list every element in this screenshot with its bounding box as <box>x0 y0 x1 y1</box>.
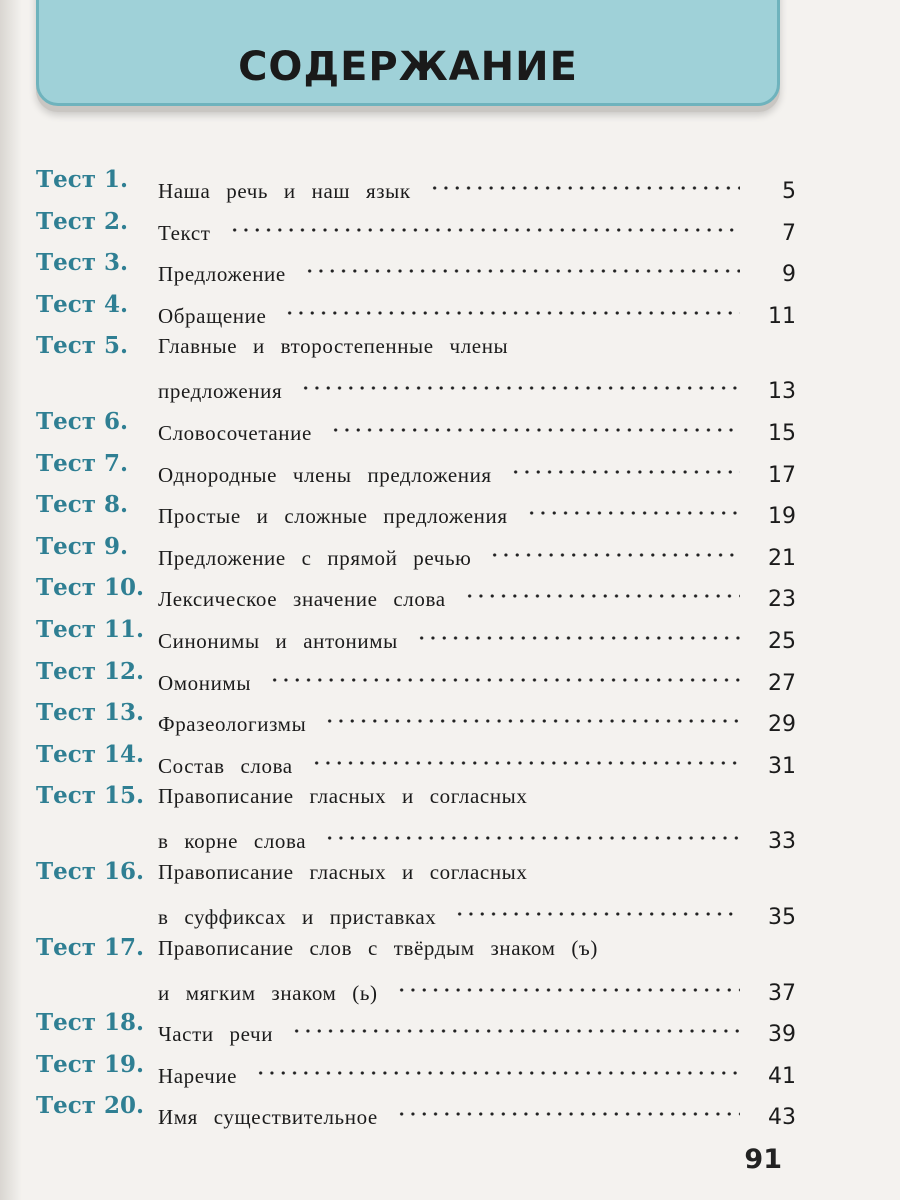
dot-leader <box>396 964 740 1000</box>
toc-entry <box>36 287 796 329</box>
entry-title: Части речи <box>158 1022 274 1047</box>
test-label: Тест 15. <box>36 782 145 810</box>
entry-title: Имя существительное <box>158 1105 378 1130</box>
test-label: Тест 11. <box>36 615 145 643</box>
entry-page-number: 37 <box>768 980 796 1006</box>
test-label: Тест 16. <box>36 857 145 885</box>
entry-page-number: 13 <box>768 379 796 405</box>
entry-title: Омонимы <box>158 670 252 695</box>
entry-title: предложения <box>158 379 283 404</box>
toc-entry <box>36 695 796 738</box>
dot-leader <box>416 612 740 648</box>
test-label: Тест 10. <box>36 574 145 602</box>
entry-page-number: 35 <box>768 904 796 930</box>
entry-title: Состав слова <box>158 753 293 778</box>
entry-title: Правописание гласных и согласных <box>158 859 528 884</box>
entry-title: Однородные члены предложения <box>158 462 492 487</box>
entry-page-number: 41 <box>768 1063 796 1089</box>
dot-leader <box>464 570 740 606</box>
entry-title: Обращение <box>158 303 267 328</box>
test-label: Тест 8. <box>36 491 129 519</box>
toc-entry <box>36 162 796 204</box>
dot-leader <box>526 487 740 523</box>
dot-leader <box>300 362 740 398</box>
dot-leader <box>489 529 740 565</box>
dot-leader <box>330 404 740 440</box>
dot-leader <box>284 287 740 323</box>
test-label: Тест 20. <box>36 1092 145 1120</box>
entry-page-number: 7 <box>782 220 796 246</box>
test-label: Тест 6. <box>36 407 129 435</box>
dot-leader <box>304 245 740 281</box>
entry-title: Предложение <box>158 262 286 287</box>
entry-title: Правописание слов с твёрдым знаком (ъ) <box>158 935 598 960</box>
entry-page-number: 19 <box>768 504 796 530</box>
entry-page-number: 21 <box>768 545 796 571</box>
test-label: Тест 2. <box>36 207 129 235</box>
dot-leader <box>255 1047 740 1083</box>
dot-leader <box>324 812 740 848</box>
test-label: Тест 13. <box>36 699 145 727</box>
test-label: Тест 1. <box>36 166 129 193</box>
entry-title: Правописание гласных и согласных <box>158 784 528 809</box>
entry-page-number: 43 <box>768 1105 796 1131</box>
entry-title: Словосочетание <box>158 420 312 445</box>
dot-leader <box>454 888 740 924</box>
entry-page-number: 5 <box>782 179 796 204</box>
toc-entry <box>36 1005 796 1048</box>
dot-leader <box>429 162 740 198</box>
entry-page-number: 31 <box>768 753 796 779</box>
toc-entry <box>36 737 796 779</box>
toc-entry <box>36 612 796 654</box>
toc-entry <box>36 654 796 696</box>
toc-entry <box>36 930 796 1006</box>
entry-title: Наша речь и наш язык <box>158 179 411 203</box>
entry-page-number: 27 <box>768 670 796 696</box>
toc-entry <box>36 854 796 930</box>
entry-page-number: 39 <box>768 1022 796 1048</box>
toc-entry <box>36 245 796 288</box>
entry-page-number: 17 <box>768 462 796 488</box>
entry-title: Главные и второстепенные члены <box>158 334 509 359</box>
toc-entry <box>36 328 796 405</box>
entry-title: в суффиксах и приставках <box>158 904 437 929</box>
entry-title: Фразеологизмы <box>158 712 307 737</box>
dot-leader <box>396 1088 740 1124</box>
page-title: СОДЕРЖАНИЕ <box>238 44 578 90</box>
toc-entry <box>36 404 796 446</box>
entry-page-number: 29 <box>768 712 796 738</box>
dot-leader <box>324 695 740 731</box>
entry-title: Предложение с прямой речью <box>158 545 472 570</box>
test-label: Тест 18. <box>36 1009 145 1037</box>
table-of-contents <box>36 162 796 1131</box>
page-edge-shadow <box>0 0 22 1200</box>
test-label: Тест 19. <box>36 1050 145 1078</box>
entry-title: в корне слова <box>158 829 307 854</box>
toc-entry <box>36 529 796 571</box>
test-label: Тест 14. <box>36 740 145 768</box>
entry-page-number: 15 <box>768 420 796 446</box>
test-label: Тест 5. <box>36 332 129 360</box>
entry-title: Простые и сложные предложения <box>158 504 508 529</box>
toc-entry <box>36 570 796 613</box>
page-number: 91 <box>744 1144 782 1175</box>
entry-page-number: 23 <box>768 587 796 613</box>
test-label: Тест 7. <box>36 449 129 477</box>
dot-leader <box>311 737 740 773</box>
toc-entry <box>36 1047 796 1089</box>
test-label: Тест 4. <box>36 290 129 318</box>
dot-leader <box>291 1005 740 1041</box>
entry-page-number: 33 <box>768 829 796 855</box>
toc-entry <box>36 1088 796 1131</box>
entry-page-number: 11 <box>768 303 796 329</box>
test-label: Тест 9. <box>36 532 129 560</box>
entry-title: и мягким знаком (ь) <box>158 980 378 1005</box>
entry-page-number: 25 <box>768 628 796 654</box>
toc-entry <box>36 204 796 246</box>
test-label: Тест 17. <box>36 933 145 961</box>
entry-title: Текст <box>158 220 211 245</box>
test-label: Тест 3. <box>36 249 129 277</box>
entry-title: Наречие <box>158 1063 238 1088</box>
dot-leader <box>510 446 740 482</box>
toc-entry <box>36 487 796 530</box>
entry-title: Синонимы и антонимы <box>158 628 398 653</box>
entry-page-number: 9 <box>782 262 796 288</box>
test-label: Тест 12. <box>36 657 145 685</box>
dot-leader <box>229 204 740 240</box>
toc-entry <box>36 446 796 488</box>
dot-leader <box>269 654 740 690</box>
entry-title: Лексическое значение слова <box>158 587 446 612</box>
toc-entry <box>36 778 796 855</box>
